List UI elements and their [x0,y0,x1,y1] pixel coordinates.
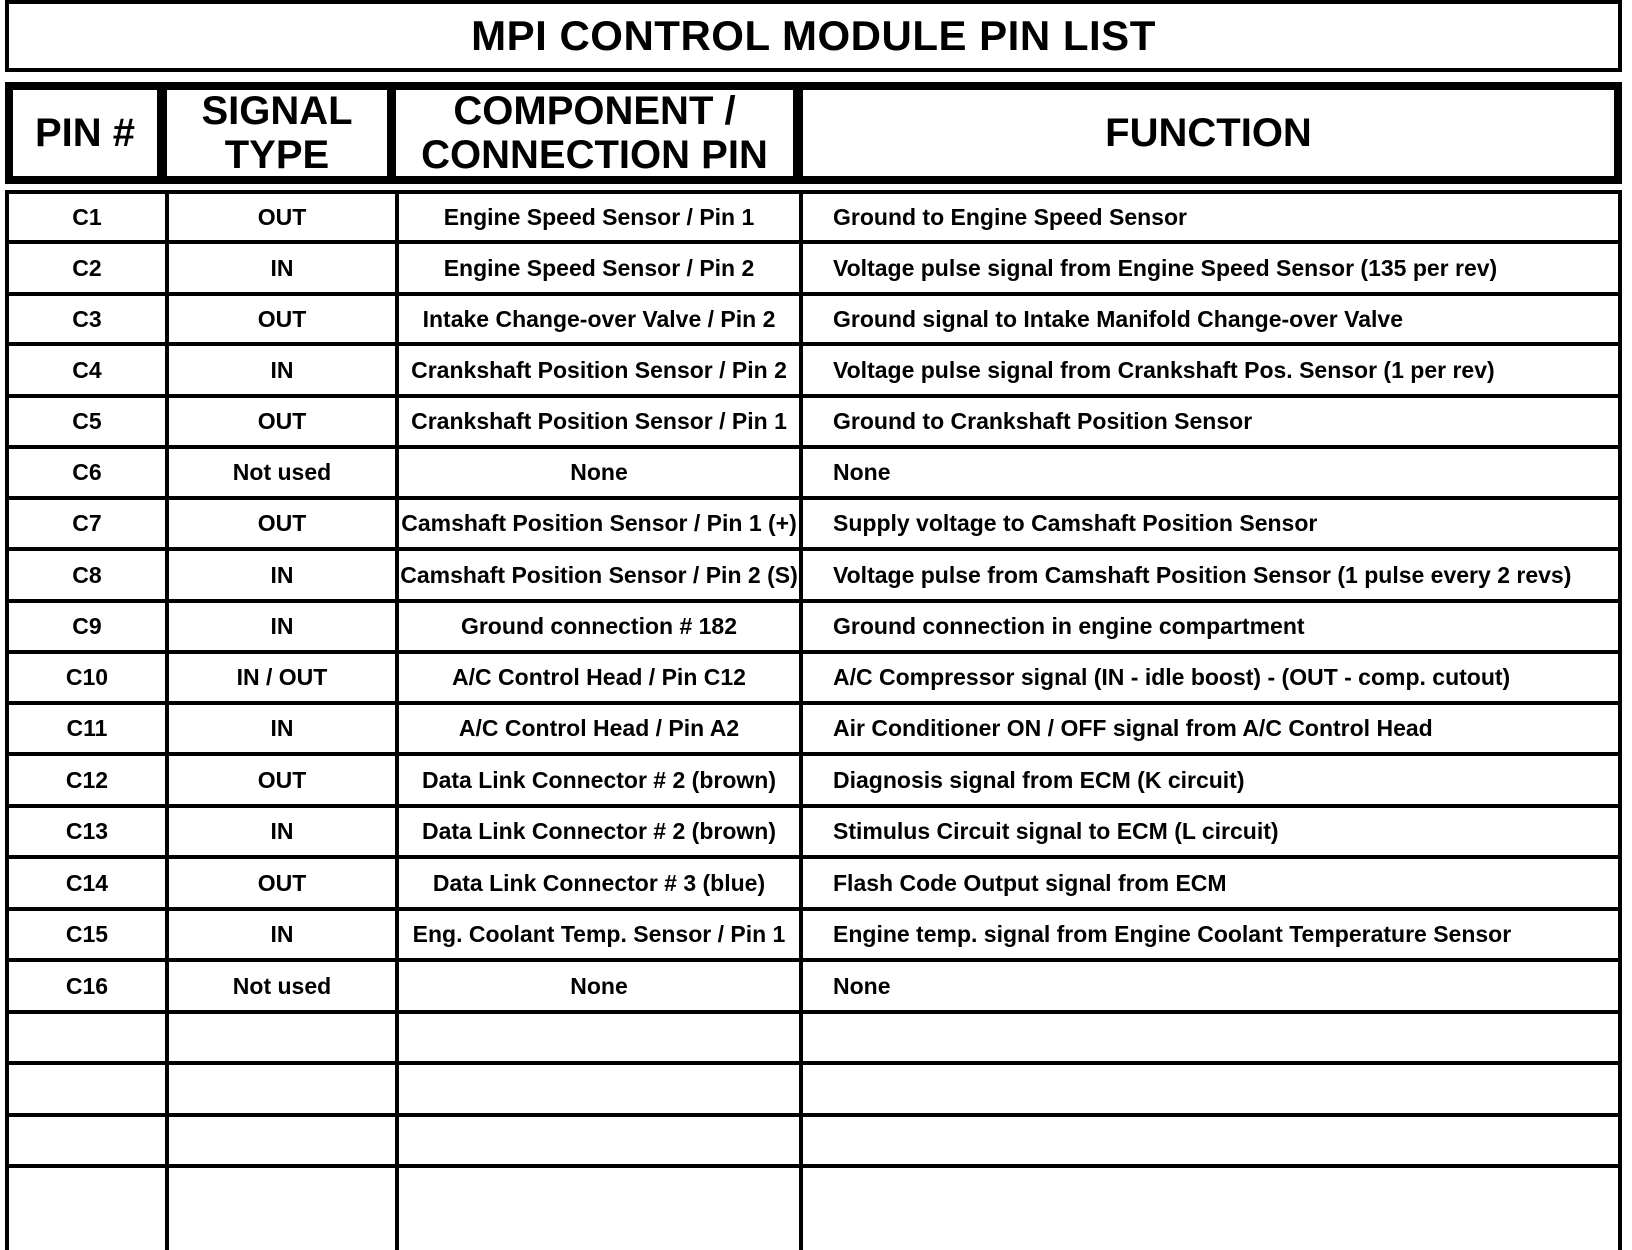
cell-signal-type: OUT [257,203,307,230]
header-pin: PIN # [13,90,157,176]
table-row [9,394,1618,445]
cell-function: Voltage pulse signal from Crankshaft Pos. Sensor (1 per rev) [833,356,1495,383]
header-signal-line1: SIGNAL [201,89,353,133]
cell-component: Data Link Connector # 2 (brown) [422,766,776,793]
cell-signal-type: IN [270,715,294,741]
cell-component: Camshaft Position Sensor / Pin 2 (S) [400,561,798,588]
cell-function: Ground to Engine Speed Sensor [833,203,1187,230]
cell-signal-type: OUT [257,869,307,896]
cell-signal-type: IN [270,254,294,281]
cell-signal-type: IN [270,561,294,588]
table-row [9,752,1618,804]
cell-signal-type: IN [270,613,294,639]
cell-function [803,1117,1618,1164]
table-row [9,292,1618,342]
header-function: FUNCTION [803,90,1614,176]
cell-signal-type: OUT [257,510,307,536]
table-row [9,342,1618,394]
header-component-line1: COMPONENT / [453,89,736,133]
cell-component: None [570,972,628,999]
cell-function: None [833,972,891,999]
cell-component: A/C Control Head / Pin C12 [452,664,746,690]
cell-pin [9,1065,165,1113]
cell-signal-type [169,1168,395,1250]
cell-component: Engine Speed Sensor / Pin 2 [443,254,755,281]
cell-pin [9,1014,165,1061]
table-header [5,82,1622,184]
cell-signal-type: Not used [232,459,332,485]
cell-function: Ground to Crankshaft Position Sensor [833,408,1253,434]
table-row [9,855,1618,907]
cell-component: None [570,459,628,485]
cell-signal-type [169,1014,395,1061]
cell-pin: C3 [72,305,102,332]
cell-signal-type [169,1065,395,1113]
cell-signal-type: IN [270,921,294,947]
cell-component [399,1014,799,1061]
cell-function [803,1065,1618,1113]
cell-component: Intake Change-over Valve / Pin 2 [422,305,776,332]
cell-function [803,1168,1618,1250]
cell-pin: C15 [65,921,109,947]
cell-pin: C4 [72,356,102,383]
cell-component: Engine Speed Sensor / Pin 1 [443,203,755,230]
cell-signal-type: IN / OUT [236,664,328,690]
table-row [9,240,1618,292]
header-signal-type [167,90,387,176]
header-component-line2: CONNECTION PIN [421,133,768,177]
page-title: MPI CONTROL MODULE PIN LIST [5,0,1622,72]
cell-component: Data Link Connector # 2 (brown) [422,818,776,844]
table-row [9,804,1618,855]
cell-pin: C7 [72,510,102,536]
cell-function: None [833,459,891,485]
cell-component [399,1065,799,1113]
cell-function: Ground connection in engine compartment [833,613,1305,639]
cell-function: A/C Compressor signal (IN - idle boost) - (OUT - comp. cutout) [833,664,1511,690]
cell-function: Voltage pulse from Camshaft Position Sensor (1 pulse every 2 revs) [833,561,1572,588]
cell-signal-type: OUT [257,766,307,793]
cell-component [399,1117,799,1164]
cell-function [803,1014,1618,1061]
cell-pin: C6 [72,459,102,485]
cell-pin: C9 [72,613,102,639]
table-row [9,496,1618,547]
cell-signal-type: IN [270,818,294,844]
cell-signal-type: IN [270,356,294,383]
cell-pin [9,1117,165,1164]
table-row [9,1164,1618,1250]
cell-component: Camshaft Position Sensor / Pin 1 (+) [401,510,797,536]
table-row [9,1113,1618,1164]
cell-signal-type: OUT [257,408,307,434]
cell-function: Engine temp. signal from Engine Coolant Temperature Sensor [833,921,1512,947]
cell-function: Air Conditioner ON / OFF signal from A/C Control Head [833,715,1433,741]
table-row [9,1061,1618,1113]
table-row [9,190,1618,240]
cell-pin [9,1168,165,1250]
cell-function: Flash Code Output signal from ECM [833,869,1227,896]
cell-function: Supply voltage to Camshaft Position Sensor [833,510,1318,536]
header-signal-line2: TYPE [224,133,330,177]
cell-pin: C10 [65,664,109,690]
cell-component: Eng. Coolant Temp. Sensor / Pin 1 [412,921,786,947]
cell-signal-type [169,1117,395,1164]
cell-pin: C12 [65,766,109,793]
cell-function: Ground signal to Intake Manifold Change-over Valve [833,305,1403,332]
table-row [9,907,1618,958]
cell-pin: C11 [66,715,108,741]
cell-signal-type: Not used [232,972,332,999]
cell-pin: C16 [65,972,109,999]
cell-function: Voltage pulse signal from Engine Speed Sensor (135 per rev) [833,254,1498,281]
table-row [9,958,1618,1010]
cell-component: Crankshaft Position Sensor / Pin 2 [411,356,787,383]
cell-pin: C8 [72,561,102,588]
cell-pin: C2 [72,254,102,281]
table-body [5,190,1622,1250]
table-row [9,547,1618,599]
header-component [396,90,793,176]
table-row [9,1010,1618,1061]
table-row [9,650,1618,701]
cell-function: Diagnosis signal from ECM (K circuit) [833,766,1245,793]
cell-pin: C1 [72,203,102,230]
table-row [9,445,1618,496]
cell-pin: C5 [72,408,102,434]
cell-component [399,1168,799,1250]
cell-component: Ground connection # 182 [460,613,738,639]
table-row [9,599,1618,650]
cell-component: Data Link Connector # 3 (blue) [432,869,766,896]
cell-component: A/C Control Head / Pin A2 [458,715,740,741]
cell-pin: C14 [65,869,109,896]
cell-component: Crankshaft Position Sensor / Pin 1 [411,408,787,434]
table-row [9,701,1618,752]
cell-signal-type: OUT [257,305,307,332]
cell-pin: C13 [65,818,109,844]
cell-function: Stimulus Circuit signal to ECM (L circuit) [833,818,1279,844]
